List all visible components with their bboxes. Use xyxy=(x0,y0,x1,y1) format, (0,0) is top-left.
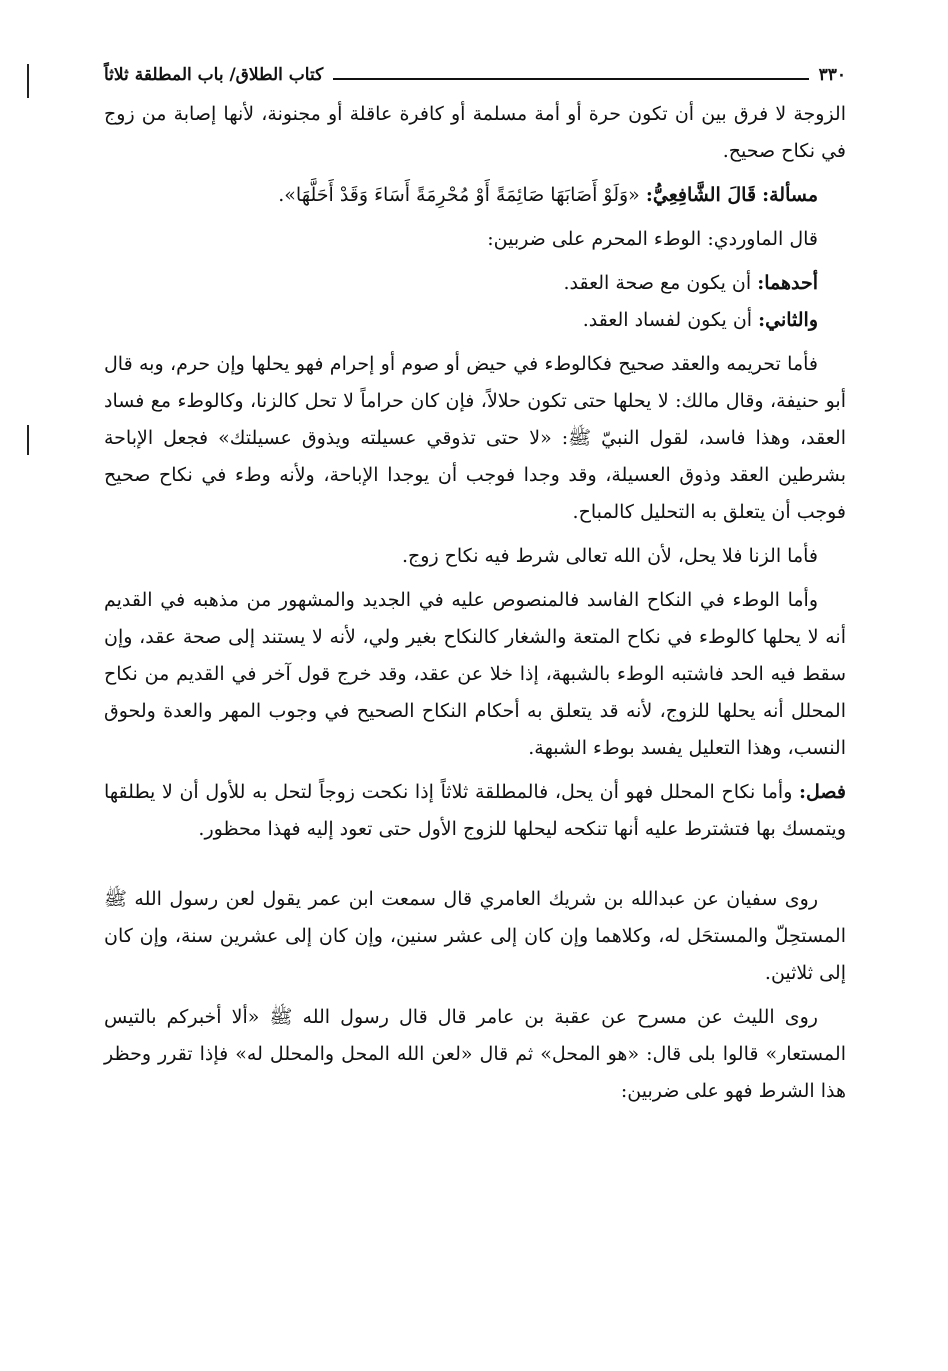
paragraph-text: وأما نكاح المحلل فهو أن يحل، فالمطلقة ثلاثاً إذا نكحت زوجاً لتحل به للأول أن لا يطلقها ويتمسك بها فتشترط عليه أنها تنكحه ليحلها للزوج الأول حتى تعود إليه فهذا محظور. xyxy=(104,781,846,840)
spacer xyxy=(104,855,846,881)
paragraph xyxy=(104,302,846,339)
page-number: ٣٣٠ xyxy=(818,65,846,85)
paragraph-text: روى الليث عن مسرح عن عقبة بن عامر قال قال رسول الله ﷺ «ألا أخبركم بالتيس المستعار» قالوا بلى قال: «هو المحل» ثم قال «لعن الله المحل والمحلل له» فإذا تقرر وحظر هذا الشرط فهو على ضربين: xyxy=(104,1006,846,1102)
paragraph xyxy=(104,96,846,170)
fasl-label: فصل: xyxy=(799,781,846,803)
paragraph-text: قال الماوردي: الوطء المحرم على ضربين: xyxy=(487,228,818,250)
masala-paragraph xyxy=(104,177,846,214)
paragraph xyxy=(104,582,846,767)
paragraph xyxy=(104,265,846,302)
paragraph xyxy=(104,346,846,531)
shafii-label: قَالَ الشَّافِعِيُّ: xyxy=(645,184,757,206)
header-rule xyxy=(333,78,808,80)
paragraph-text: أن يكون مع صحة العقد. xyxy=(563,272,752,294)
running-header xyxy=(104,58,846,92)
paragraph xyxy=(104,881,846,992)
paragraph-text: الزوجة لا فرق بين أن تكون حرة أو أمة مسلمة أو كافرة عاقلة أو مجنونة، لأنها إصابة من زوج في نكاح صحيح. xyxy=(104,103,846,162)
margin-mark xyxy=(27,64,29,98)
masala-label: مسألة: xyxy=(762,184,818,206)
paragraph-text: وأما الوطء في النكاح الفاسد فالمنصوص عليه في الجديد والمشهور من مذهبه في القديم أنه لا يحلها كالوطء في نكاح المتعة والشغار كالنكاح بغير ولي، لأنه لا يستند إلى صحة عقد، وإن سقط فيه الحد فاشتبه الوطء بالشبهة، إذا خلا عن عقد، وقد خرج قول آخر في القديم من نكاح المحلل أنه يحلها للزوج، لأنه قد يتعلق به أحكام النكاح الصحيح في وجوب المهر والعدة ولحوق النسب، وهذا التعليل يفسد بوطء الشبهة. xyxy=(104,589,846,759)
margin-mark xyxy=(27,425,29,455)
paragraph-text: فأما الزنا فلا يحل، لأن الله تعالى شرط فيه نكاح زوج. xyxy=(401,545,818,567)
chapter-title: كتاب الطلاق/ باب المطلقة ثلاثاً xyxy=(104,65,324,85)
paragraph-text: روى سفيان عن عبدالله بن شريك العامري قال سمعت ابن عمر يقول لعن رسول الله ﷺ المستحِلّ والمستحَل له، وكلاهما وإن كان إلى عشر سنين، وإن كان إلى عشرين سنة، وإن كان إلى ثلاثين. xyxy=(104,888,846,984)
first-label: أحدهما: xyxy=(757,272,818,294)
paragraph xyxy=(104,538,846,575)
fasl-paragraph xyxy=(104,774,846,848)
second-label: والثاني: xyxy=(758,309,818,331)
paragraph-text: فأما تحريمه والعقد صحيح فكالوطء في حيض أو صوم أو إحرام فهو يحلها وإن حرم، وبه قال أبو حنيفة، وقال مالك: لا يحلها حتى تكون حلالاً، فإن كان حراماً لا تحل كالزنا، وكالوطء مع فساد العقد، وهذا فاسد، لقول النبيّ ﷺ: «لا حتى تذوقي عسيلته ويذوق عسيلتك» فجعل الإباحة بشرطين العقد وذوق العسيلة، وقد وجدا فوجب أن يوجدا الإباحة، ولأنه وطء في نكاح صحيح فوجب أن يتعلق به التحليل كالمباح. xyxy=(104,353,846,523)
paragraph-text: «وَلَوْ أَصَابَهَا صَائِمَةً أَوْ مُحْرِمَةً أَسَاءَ وَقَدْ أَحَلَّهَا». xyxy=(278,184,640,206)
paragraph xyxy=(104,999,846,1110)
paragraph xyxy=(104,221,846,258)
paragraph-text: أن يكون لفساد العقد. xyxy=(582,309,753,331)
document-page xyxy=(104,58,846,1117)
